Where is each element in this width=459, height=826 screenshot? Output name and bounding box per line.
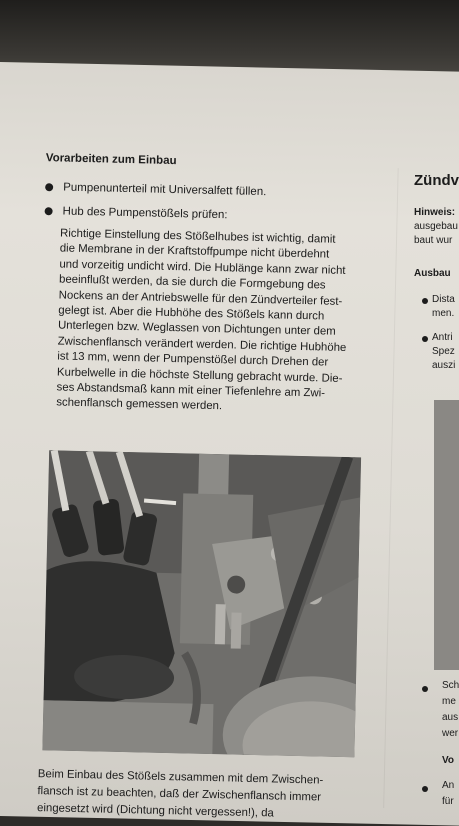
right-line: baut wur (414, 235, 453, 246)
paragraph-line: eingesetzt wird (Dichtung nicht vergessen!), da (36, 802, 274, 820)
right-line: Dista (432, 294, 455, 305)
right-line: auszi (432, 360, 456, 371)
bullet-icon (422, 686, 428, 692)
paragraph-line: Beim Einbau des Stößels zusammen mit dem Zwischen- (37, 768, 324, 787)
paragraph-line: Zwischenflansch verändert werden. Die richtige Hubhöhe (57, 335, 347, 354)
right-line: me (442, 696, 456, 707)
paragraph-line: Richtige Einstellung des Stößelhubes ist wichtig, damit (59, 227, 336, 246)
bullet-item-2 (44, 205, 227, 221)
paragraph-line: ist 13 mm, wenn der Pumpenstößel durch Drehen der (57, 350, 329, 369)
right-line: An (442, 780, 455, 791)
right-line: für (442, 796, 454, 807)
right-line: Spez (432, 346, 455, 357)
column-divider (383, 168, 399, 808)
right-line: men. (432, 308, 455, 319)
paragraph-line: die Membrane in der Kraftstoffpumpe nicht überdehnt (59, 242, 330, 261)
bottom-paragraph (37, 766, 378, 825)
right-line: Antri (432, 332, 453, 343)
bullet-icon (45, 207, 53, 215)
engine-photo (42, 450, 361, 757)
right-line: ausgebau (414, 221, 458, 232)
right-vor-label: Vo (442, 755, 455, 766)
body-paragraph (56, 226, 380, 418)
right-hinweis-label: Hinweis: (414, 207, 456, 218)
bullet-icon (422, 786, 428, 792)
bullet-text: Pumpenunterteil mit Universalfett füllen. (63, 181, 267, 199)
paragraph-line: ses Abstandsmaß kann mit einer Tiefenlehre am Zwi- (56, 381, 326, 400)
section-heading: Vorarbeiten zum Einbau (45, 152, 177, 168)
right-title: Zündv (414, 172, 459, 189)
bullet-icon (45, 183, 53, 191)
right-column (410, 0, 459, 816)
right-line: aus (442, 712, 459, 723)
paragraph-line: beeinflußt werden, da sie durch die Formgebung des (58, 273, 326, 292)
right-ausbau-label: Ausbau (414, 268, 451, 279)
paragraph-line: schenflansch gemessen werden. (56, 396, 223, 413)
paragraph-line: Unterlegen bzw. Weglassen von Dichtungen unter dem (57, 319, 336, 339)
bullet-icon (422, 298, 428, 304)
right-photo (434, 400, 459, 670)
right-line: wer (442, 728, 459, 739)
paragraph-line: flansch ist zu beachten, daß der Zwischenflansch immer (37, 785, 322, 804)
paragraph-line: und vorzeitig undicht wird. Die Hublänge kann zwar nicht (59, 258, 346, 277)
paragraph-line: gelegt ist. Aber die Hubhöhe des Stößels kann durch (58, 304, 325, 323)
bullet-item-1 (45, 181, 266, 198)
paragraph-line: Nockens an der Antriebswelle für den Zündverteiler fest- (58, 289, 343, 308)
paragraph-line: Kurbelwelle in die höchste Stellung gebracht wurde. Die- (56, 366, 343, 385)
right-line: Sch (442, 680, 459, 691)
bullet-icon (422, 336, 428, 342)
bullet-text: Hub des Pumpenstößels prüfen: (62, 205, 228, 222)
